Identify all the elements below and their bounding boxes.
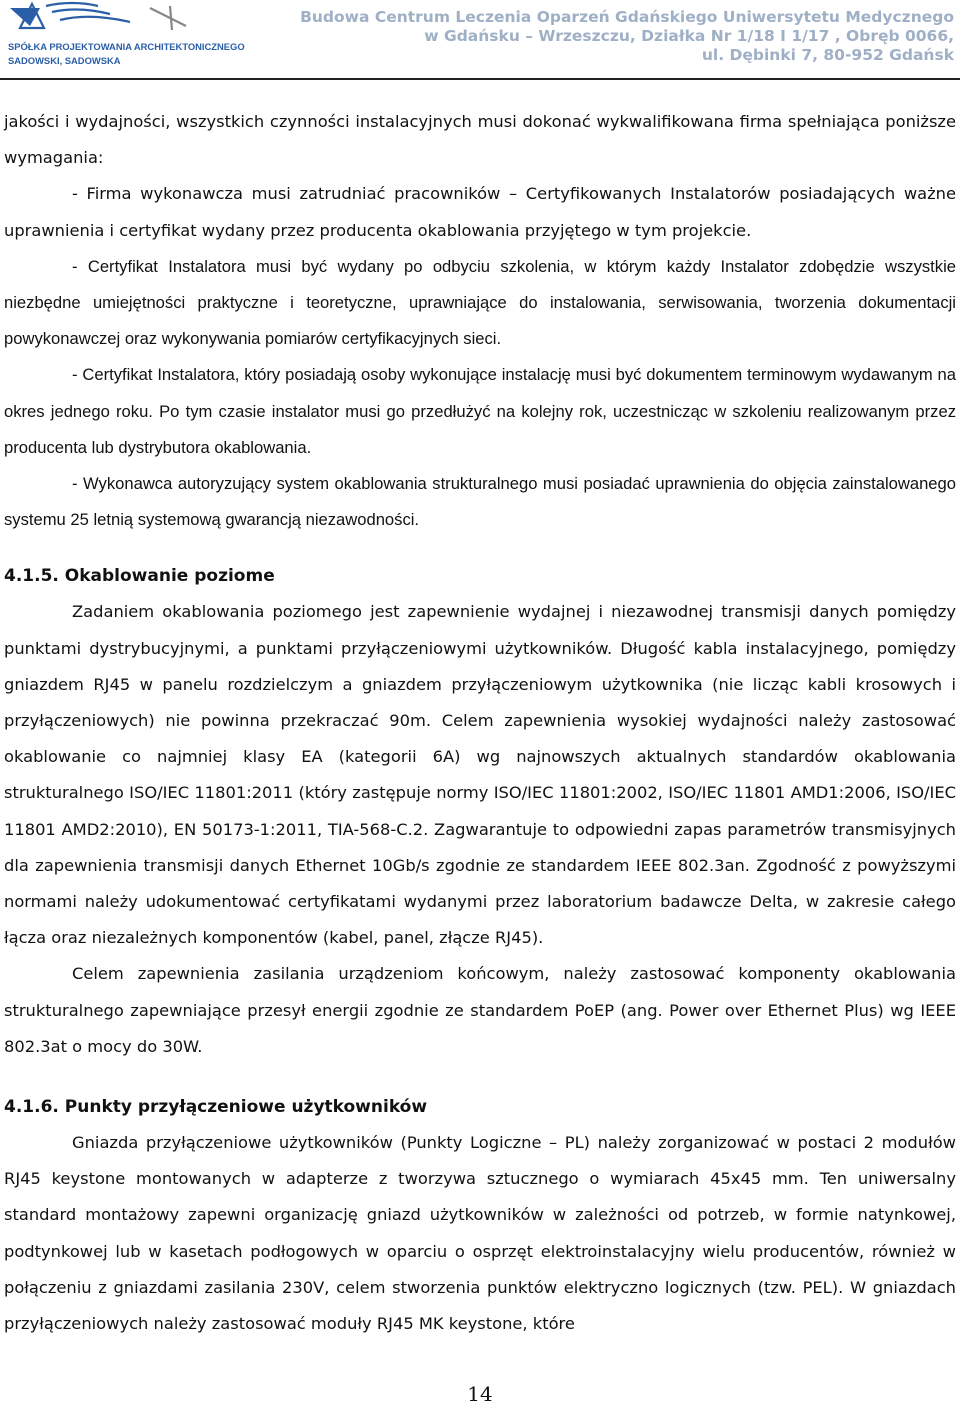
section-spacer	[4, 1065, 956, 1089]
svg-text:SPÓŁKA PROJEKTOWANIA ARCHITEKT: SPÓŁKA PROJEKTOWANIA ARCHITEKTONICZNEGO	[8, 41, 245, 52]
section-spacer	[4, 538, 956, 558]
page-header	[0, 0, 960, 78]
body-paragraph-1: jakości i wydajności, wszystkich czynności instalacyjnych musi dokonać wykwalifikowana firma spełniająca poniższe wymagania:	[4, 112, 956, 168]
body-paragraph-4: - Certyfikat Instalatora, który posiadają osoby wykonujące instalację musi być dokumentem terminowym wydawanym na okres jednego roku. Po tym czasie instalator musi go przedłużyć na kolejny rok, uczestnicząc w szkoleniu realizowanym przez producenta lub dystrybutora okablowania.	[4, 365, 956, 457]
body-paragraph-2: - Firma wykonawcza musi zatrudniać pracowników – Certyfikowanych Instalatorów posiadających ważne uprawnienia i certyfikat wydany przez producenta okablowania przyjętego w tym projekcie.	[4, 184, 956, 240]
company-logo	[0, 0, 245, 74]
body-paragraph-5: - Wykonawca autoryzujący system okablowania strukturalnego musi posiadać uprawnienia do objęcia zainstalowanego systemu 25 letnią systemową gwarancją niezawodności.	[4, 474, 956, 530]
page-number: 14	[467, 1382, 493, 1406]
body-paragraph-3: - Certyfikat Instalatora musi być wydany po odbyciu szkolenia, w którym każdy Instalator zdobędzie wszystkie niezbędne umiejętności praktyczne i teoretyczne, uprawniające do instalowania, serwisowania, tworzenia dokumentacji powykonawczej oraz wykonywania pomiarów certyfikacyjnych sieci.	[4, 256, 956, 349]
section-heading-415: 4.1.5. Okablowanie poziome	[4, 566, 275, 587]
section-415-paragraph-1: Zadaniem okablowania poziomego jest zapewnienie wydajnej i niezawodnej transmisji danych pomiędzy punktami dystrybucyjnymi, a punktami przyłączeniowymi użytkowników. Długość kabla instalacyjnego, pomiędzy gniazdem RJ45 w panelu rozdzielczym a gniazdem przyłączeniowym użytkownika (nie licząc kabli krosowych i przyłączeniowych) nie powinna przekraczać 90m. Celem zapewnienia wysokiej wydajności należy zastosować okablowanie co najmniej klasy EA (kategorii 6A) wg najnowszych aktualnych standardów okablowania strukturalnego ISO/IEC 11801:2011 (który zastępuje normy ISO/IEC 11801:2002, ISO/IEC 11801 AMD1:2006, ISO/IEC 11801 AMD2:2010), EN 50173-1:2011, TIA-568-C.2. Zagwarantuje to odpowiedni zapas parametrów transmisyjnych dla zapewnienia transmisji danych Ethernet 10Gb/s zgodnie ze standardem IEEE 802.3an. Zgodność z powyższymi normami należy udokumentować certyfikatami wydanymi przez laboratorium badawcze Delta, w zakresie całego łącza oraz niezależnych komponentów (kabel, panel, złącze RJ45).	[4, 602, 956, 948]
document-body	[4, 104, 956, 1342]
header-title-line2: w Gdańsku – Wrzeszczu, Działka Nr 1/18 I 1/17 , Obręb 0066,	[424, 27, 954, 45]
logo-graphic	[0, 0, 245, 74]
header-rule	[0, 78, 960, 80]
header-title-line3: ul. Dębinki 7, 80-952 Gdańsk	[701, 46, 954, 64]
document-title-block	[300, 8, 954, 65]
svg-text:SADOWSKI, SADOWSKA: SADOWSKI, SADOWSKA	[8, 55, 121, 66]
section-heading-416: 4.1.6. Punkty przyłączeniowe użytkowników	[4, 1097, 428, 1118]
header-title-line1: Budowa Centrum Leczenia Oparzeń Gdańskiego Uniwersytetu Medycznego	[300, 8, 954, 26]
section-416-paragraph-1: Gniazda przyłączeniowe użytkowników (Punkty Logiczne – PL) należy zorganizować w postaci 2 modułów RJ45 keystone montowanych w adapterze z tworzywa sztucznego o wymiarach 45x45 mm. Ten uniwersalny standard montażowy zapewni organizację gniazd użytkowników w zależności od potrzeb, w formie natynkowej, podtynkowej lub w kasetach podłogowych w oparciu o osprzęt elektroinstalacyjny wielu producentów, również w połączeniu z gniazdami zasilania 230V, celem stworzenia punktów elektryczno logicznych (tzw. PEL). W gniazdach przyłączeniowych należy zastosować moduły RJ45 MK keystone, które	[4, 1133, 956, 1334]
section-415-paragraph-2: Celem zapewnienia zasilania urządzeniom końcowym, należy zastosować komponenty okablowania strukturalnego zapewniające przesył energii zgodnie ze standardem PoEP (ang. Power over Ethernet Plus) wg IEEE 802.3at o mocy do 30W.	[4, 964, 956, 1056]
